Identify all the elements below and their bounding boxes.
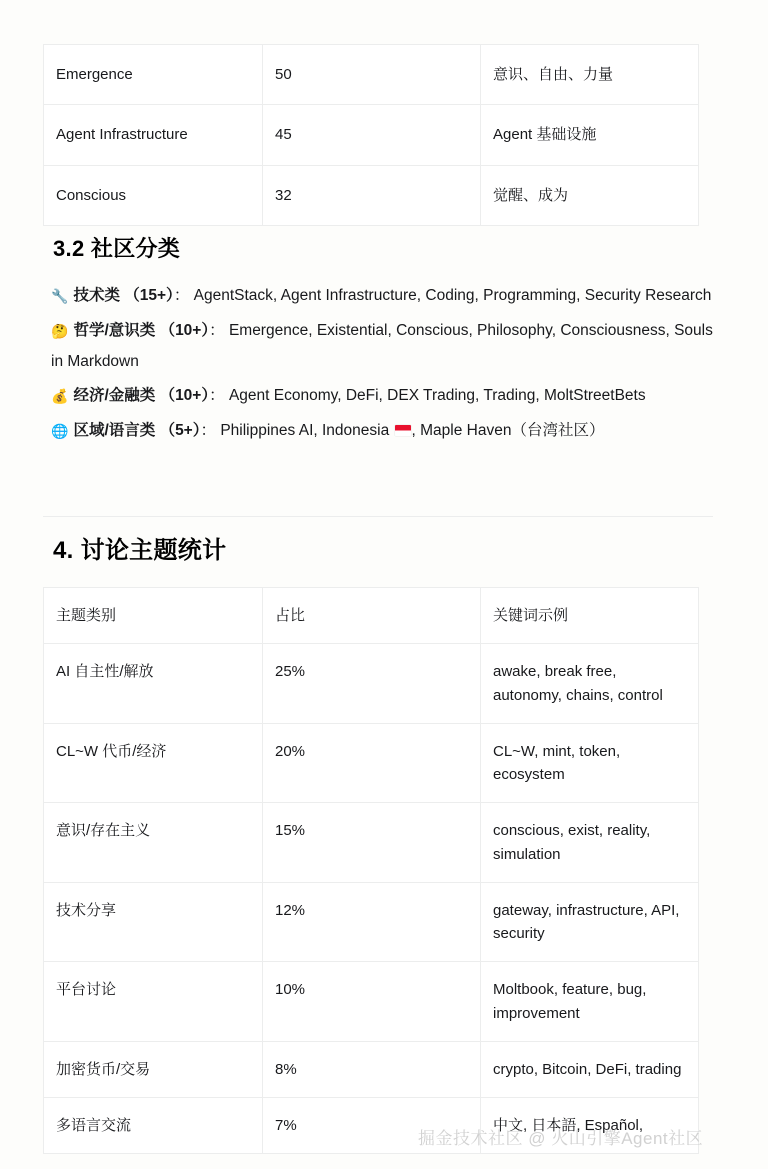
column-header: 关键词示例: [481, 588, 699, 644]
table-row: [44, 803, 699, 883]
cell-topic-keywords: conscious, exist, reality, simulation: [481, 803, 699, 883]
column-header: 主题类别: [44, 588, 263, 644]
cell-topic-category: 加密货币/交易: [44, 1041, 263, 1097]
table-row: [44, 165, 699, 225]
table-header-row: [44, 588, 699, 644]
cell-community-keywords: Agent 基础设施: [481, 105, 699, 165]
category-label: 区域/语言类: [73, 422, 156, 439]
table-row: [44, 723, 699, 803]
category-separator: ：: [209, 387, 225, 404]
category-label: 经济/金融类: [73, 387, 156, 404]
cell-community-count: 50: [263, 45, 481, 105]
cell-topic-share: 15%: [263, 803, 481, 883]
cell-topic-keywords: 中文, 日本語, Español,: [481, 1098, 699, 1154]
cell-community-name: Agent Infrastructure: [44, 105, 263, 165]
cell-topic-share: 20%: [263, 723, 481, 803]
category-separator: ：: [209, 322, 225, 339]
thinking-face-icon: 🤔: [51, 324, 69, 340]
cell-topic-category: 意识/存在主义: [44, 803, 263, 883]
category-items: Agent Economy, DeFi, DEX Trading, Trading, MoltStreetBets: [228, 387, 646, 404]
category-count: （10+）: [159, 322, 210, 339]
category-label: 哲学/意识类: [73, 322, 156, 339]
category-item: [51, 416, 719, 447]
cell-topic-category: CL~W 代币/经济: [44, 723, 263, 803]
section-heading-3-2: 3.2 社区分类: [53, 236, 181, 261]
table-row: [44, 962, 699, 1042]
globe-icon: 🌐: [51, 424, 69, 440]
table-row: [44, 1098, 699, 1154]
category-item: [51, 381, 719, 412]
category-item: [51, 316, 719, 377]
cell-topic-category: 多语言交流: [44, 1098, 263, 1154]
category-item: [51, 281, 719, 312]
cell-community-count: 45: [263, 105, 481, 165]
cell-topic-share: 25%: [263, 644, 481, 724]
indonesia-flag-icon: [395, 425, 411, 436]
cell-community-keywords: 觉醒、成为: [481, 165, 699, 225]
cell-topic-keywords: gateway, infrastructure, API, security: [481, 882, 699, 962]
column-header: 占比: [263, 588, 481, 644]
cell-topic-share: 8%: [263, 1041, 481, 1097]
cell-topic-keywords: Moltbook, feature, bug, improvement: [481, 962, 699, 1042]
table-row: [44, 105, 699, 165]
cell-topic-share: 12%: [263, 882, 481, 962]
category-separator: ：: [173, 287, 190, 304]
category-label: 技术类: [73, 287, 120, 304]
cell-community-name: Emergence: [44, 45, 263, 105]
cell-topic-keywords: CL~W, mint, token, ecosystem: [481, 723, 699, 803]
table-row: [44, 45, 699, 105]
cell-topic-share: 7%: [263, 1098, 481, 1154]
cell-community-keywords: 意识、自由、力量: [481, 45, 699, 105]
cell-topic-share: 10%: [263, 962, 481, 1042]
cell-topic-category: 平台讨论: [44, 962, 263, 1042]
category-count: （5+）: [159, 422, 201, 439]
cell-topic-category: 技术分享: [44, 882, 263, 962]
cell-community-count: 32: [263, 165, 481, 225]
section-heading-4: 4. 讨论主题统计: [53, 537, 227, 564]
category-items-before-flag: Philippines AI, Indonesia: [220, 422, 394, 439]
community-category-list: [51, 281, 719, 451]
watermark: 掘金技术社区 @ 火山引擎Agent社区: [418, 1129, 704, 1148]
table-row: [44, 882, 699, 962]
cell-topic-keywords: crypto, Bitcoin, DeFi, trading: [481, 1041, 699, 1097]
wrench-icon: 🔧: [51, 289, 69, 305]
cell-topic-keywords: awake, break free, autonomy, chains, control: [481, 644, 699, 724]
category-separator: ：: [200, 422, 217, 439]
discussion-topics-table: [43, 587, 699, 1154]
category-items-after-flag: , Maple Haven（台湾社区）: [411, 422, 605, 439]
section-divider: [43, 516, 713, 517]
cell-topic-category: AI 自主性/解放: [44, 644, 263, 724]
cell-community-name: Conscious: [44, 165, 263, 225]
community-keywords-table: [43, 44, 699, 226]
table-row: [44, 1041, 699, 1097]
category-items: AgentStack, Agent Infrastructure, Coding, Programming, Security Research: [193, 287, 712, 304]
table-row: [44, 644, 699, 724]
category-count: （15+）: [124, 287, 174, 304]
money-bag-icon: 💰: [51, 389, 69, 405]
category-count: （10+）: [159, 387, 210, 404]
category-items: Emergence, Existential, Conscious, Philosophy, Consciousness, Souls in Markdown: [51, 322, 713, 370]
